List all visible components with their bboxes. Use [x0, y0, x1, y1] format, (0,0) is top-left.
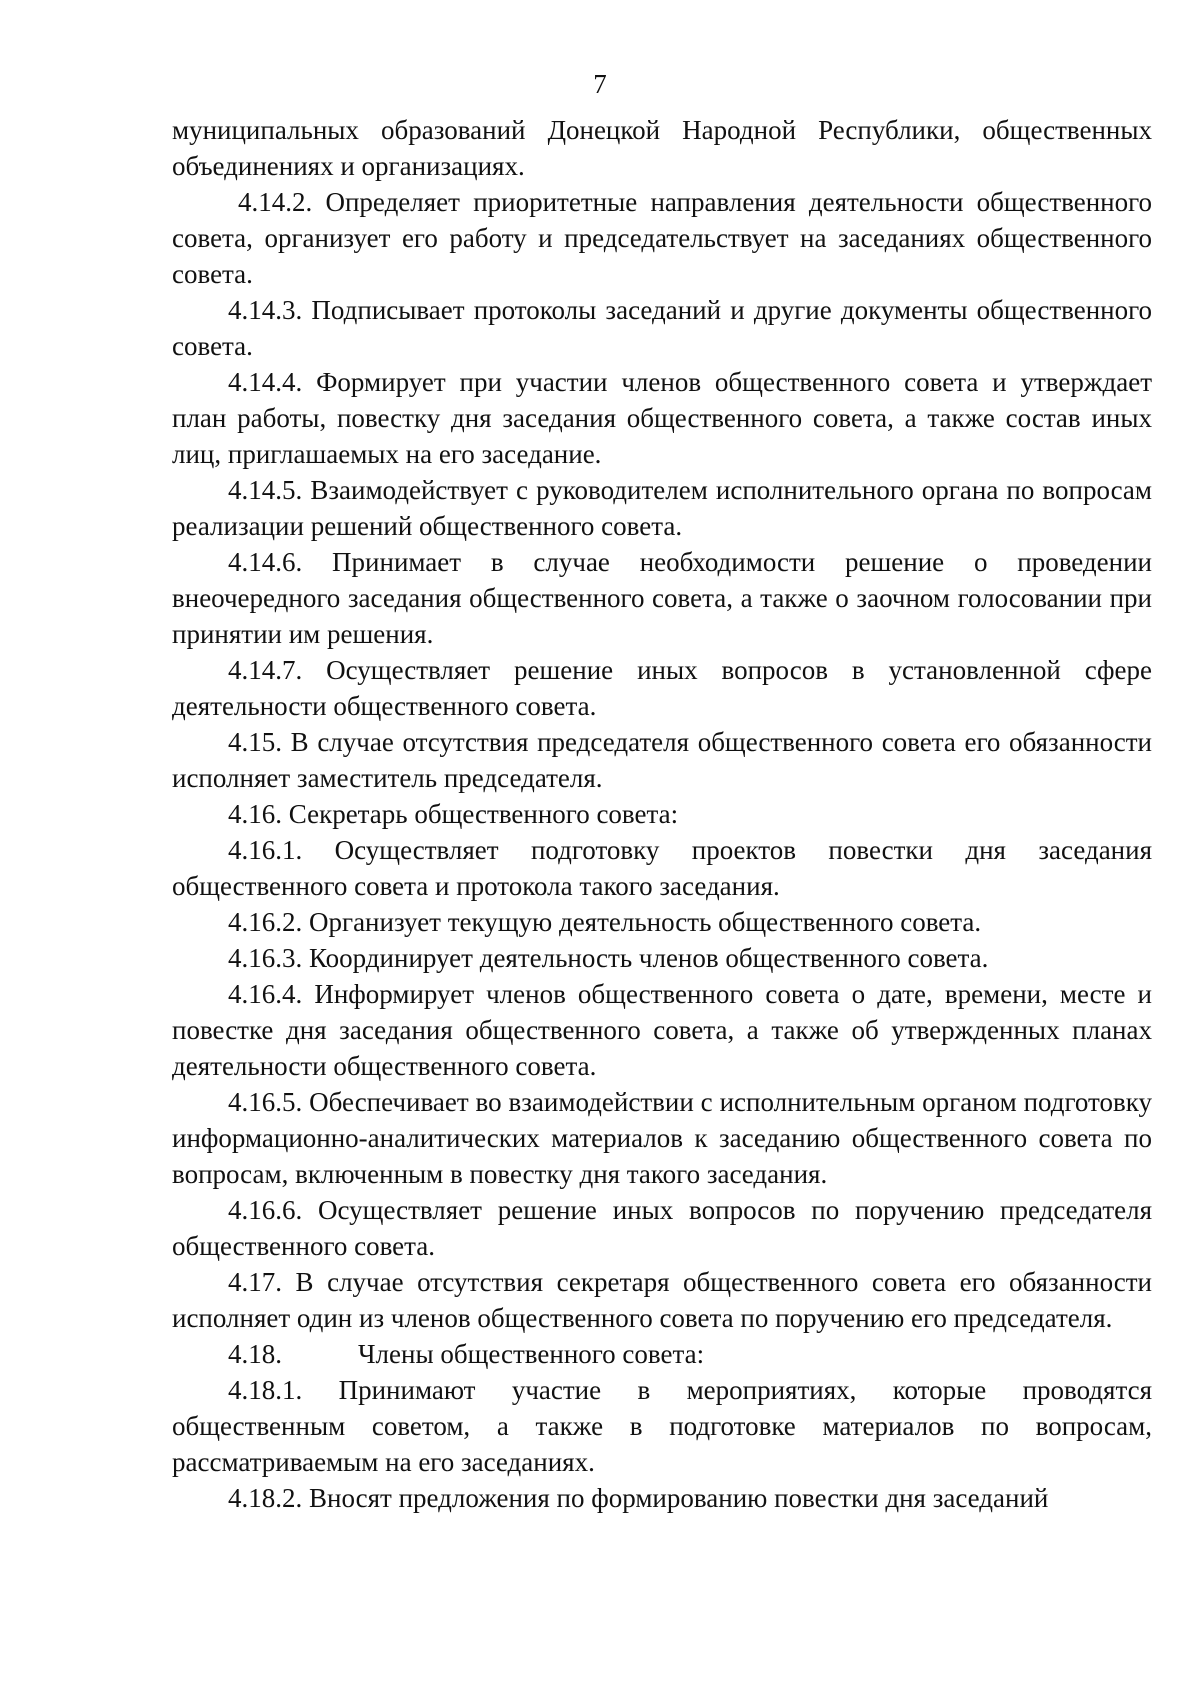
paragraph-4-14-3: 4.14.3. Подписывает протоколы заседаний и другие документы общественного совета.: [172, 295, 1152, 361]
paragraph-4-14-4: 4.14.4. Формирует при участии членов общественного совета и утверждает план работы, повестку дня заседания общественного совета, а также состав иных лиц, приглашаемых на его заседание.: [172, 367, 1152, 469]
paragraph-4-18-number: 4.18.: [228, 1339, 282, 1369]
paragraph-continuation: муниципальных образований Донецкой Народной Республики, общественных объединениях и организациях.: [172, 115, 1152, 181]
paragraph-4-14-2: 4.14.2. Определяет приоритетные направления деятельности общественного совета, организует его работу и председательствует на заседаниях общественного совета.: [172, 187, 1152, 289]
paragraph-4-16-6: 4.16.6. Осуществляет решение иных вопросов по поручению председателя общественного совета.: [172, 1195, 1152, 1261]
paragraph-4-14-6: 4.14.6. Принимает в случае необходимости решение о проведении внеочередного заседания общественного совета, а также о заочном голосовании при принятии им решения.: [172, 547, 1152, 649]
paragraph-4-16-4: 4.16.4. Информирует членов общественного совета о дате, времени, месте и повестке дня заседания общественного совета, а также об утвержденных планах деятельности общественного совета.: [172, 979, 1152, 1081]
paragraph-4-16: 4.16. Секретарь общественного совета:: [228, 799, 679, 829]
paragraph-4-18-text: Члены общественного совета:: [358, 1339, 705, 1369]
document-body: [172, 112, 1152, 1516]
paragraph-4-17: 4.17. В случае отсутствия секретаря общественного совета его обязанности исполняет один из членов общественного совета по поручению его председателя.: [172, 1267, 1152, 1333]
paragraph-4-15: 4.15. В случае отсутствия председателя общественного совета его обязанности исполняет заместитель председателя.: [172, 727, 1152, 793]
page-number: 7: [593, 69, 607, 99]
paragraph-4-16-3: 4.16.3. Координирует деятельность членов общественного совета.: [228, 943, 989, 973]
paragraph-4-14-5: 4.14.5. Взаимодействует с руководителем исполнительного органа по вопросам реализации решений общественного совета.: [172, 475, 1152, 541]
paragraph-4-18-2: 4.18.2. Вносят предложения по формированию повестки дня заседаний: [228, 1483, 1049, 1513]
paragraph-4-16-5: 4.16.5. Обеспечивает во взаимодействии с исполнительным органом подготовку информационно-аналитических материалов к заседанию общественного совета по вопросам, включенным в повестку дня такого заседания.: [172, 1087, 1152, 1189]
paragraph-4-16-1: 4.16.1. Осуществляет подготовку проектов повестки дня заседания общественного совета и протокола такого заседания.: [172, 835, 1152, 901]
paragraph-4-14-7: 4.14.7. Осуществляет решение иных вопросов в установленной сфере деятельности общественного совета.: [172, 655, 1152, 721]
paragraph-4-18: [172, 1336, 1152, 1372]
paragraph-4-18-1: 4.18.1. Принимают участие в мероприятиях, которые проводятся общественным советом, а также в подготовке материалов по вопросам, рассматриваемым на его заседаниях.: [172, 1375, 1152, 1477]
paragraph-4-16-2: 4.16.2. Организует текущую деятельность общественного совета.: [228, 907, 982, 937]
